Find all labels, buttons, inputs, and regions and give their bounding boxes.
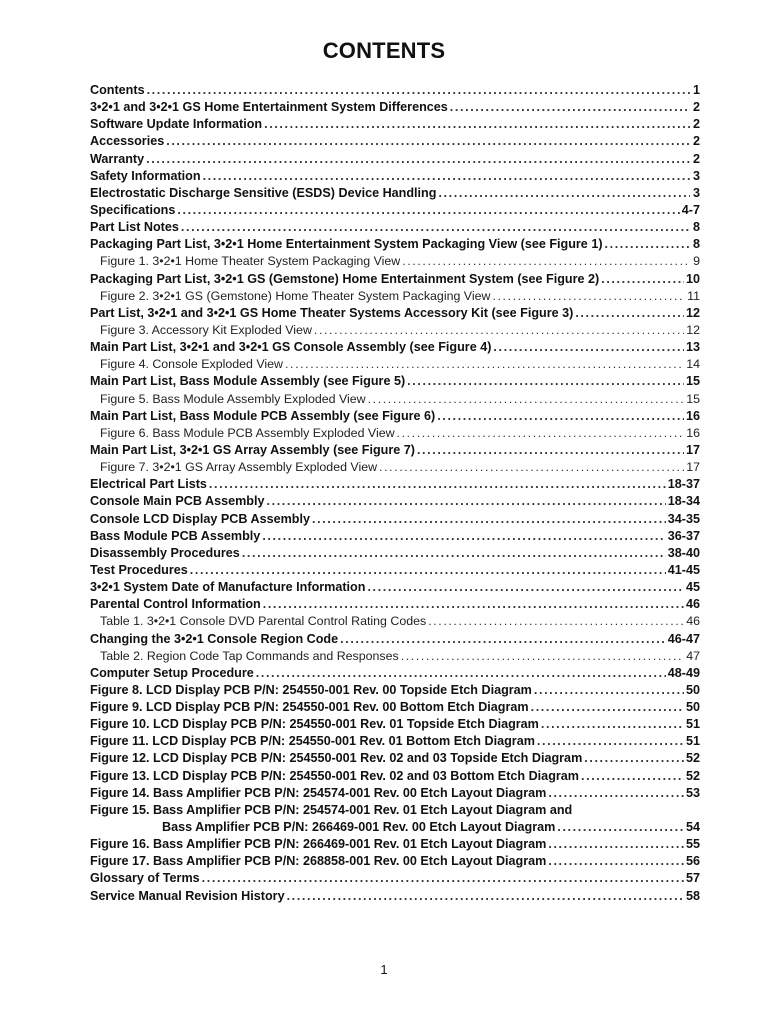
toc-entry (90, 219, 700, 236)
toc-entry-page: 41-45 (667, 562, 700, 577)
toc-entry (90, 613, 700, 630)
toc-entry-title: Accessories (90, 134, 165, 149)
toc-entry-page: 46 (685, 597, 700, 612)
toc-entry (90, 699, 700, 716)
toc-entry-title: Figure 3. Accessory Kit Exploded View (100, 322, 312, 337)
dot-leader (437, 408, 684, 425)
dot-leader (181, 219, 690, 236)
dot-leader (605, 236, 690, 253)
toc-entry (90, 116, 700, 133)
dot-leader (401, 648, 684, 665)
toc-entry (90, 408, 700, 425)
toc-entry-page: 4-7 (681, 202, 700, 217)
toc-entry (90, 442, 700, 459)
dot-leader (190, 562, 666, 579)
page-number: 1 (380, 962, 388, 977)
toc-entry (90, 716, 700, 733)
dot-leader (314, 322, 684, 339)
toc-entry-page: 18-37 (667, 477, 700, 492)
toc-entry-page: 2 (692, 134, 700, 149)
toc-entry-title: Figure 17. Bass Amplifier PCB P/N: 268858-001 Rev. 00 Etch Layout Diagram (90, 854, 547, 869)
toc-entry-page: 8 (692, 237, 700, 252)
dot-leader (407, 373, 684, 390)
toc-entry-title: Electrostatic Discharge Sensitive (ESDS) Device Handling (90, 185, 437, 200)
toc-entry (90, 151, 700, 168)
dot-leader (581, 768, 684, 785)
toc-entry-title: Safety Information (90, 168, 201, 183)
dot-leader (438, 185, 690, 202)
toc-entry-title: Part List, 3•2•1 and 3•2•1 GS Home Theater Systems Accessory Kit (see Figure 3) (90, 305, 574, 320)
dot-leader (541, 716, 684, 733)
toc-entry (90, 870, 700, 887)
toc-entry (90, 493, 700, 510)
toc-entry-title: Part List Notes (90, 220, 179, 235)
toc-entry-page: 3 (692, 168, 700, 183)
toc-entry-page: 46 (686, 614, 700, 629)
toc-entry-page: 12 (686, 322, 700, 337)
dot-leader (264, 116, 690, 133)
toc-entry-title: Figure 5. Bass Module Assembly Exploded View (100, 391, 366, 406)
toc-entry-page: 51 (685, 734, 700, 749)
toc-entry-page: 2 (692, 151, 700, 166)
dot-leader (575, 305, 684, 322)
toc-entry (90, 391, 700, 408)
toc-entry (90, 339, 700, 356)
toc-entry-page: 34-35 (667, 511, 700, 526)
toc-entry-page: 14 (686, 357, 700, 372)
toc-entry-title: Figure 1. 3•2•1 Home Theater System Packaging View (100, 254, 401, 269)
toc-entry (90, 322, 700, 339)
toc-entry-page: 1 (692, 83, 700, 97)
toc-entry-page: 2 (692, 117, 700, 132)
dot-leader (402, 253, 690, 270)
dot-leader (397, 425, 685, 442)
dot-leader (531, 699, 684, 716)
toc-entry-title: Table 2. Region Code Tap Commands and Responses (100, 648, 399, 663)
toc-entry-title: Figure 16. Bass Amplifier PCB P/N: 266469-001 Rev. 01 Etch Layout Diagram (90, 837, 547, 852)
dot-leader (428, 613, 684, 630)
toc-entry-title: Software Update Information (90, 117, 263, 132)
toc-entry-page: 46-47 (667, 631, 700, 646)
toc-entry (90, 836, 700, 853)
toc-entry (90, 271, 700, 288)
toc-entry (90, 288, 700, 305)
dot-leader (367, 579, 684, 596)
toc-entry-page: 56 (685, 854, 700, 869)
toc-entry-page: 47 (686, 648, 700, 663)
toc-entry (90, 459, 700, 476)
toc-entry-page: 15 (685, 374, 700, 389)
dot-leader (601, 271, 684, 288)
toc-entry-page: 53 (685, 785, 700, 800)
dot-leader (203, 168, 690, 185)
toc-entry-page: 17 (685, 442, 700, 457)
toc-entry (90, 750, 700, 767)
toc-entry-title: Figure 14. Bass Amplifier PCB P/N: 254574-001 Rev. 00 Etch Layout Diagram (90, 785, 547, 800)
dot-leader (584, 750, 684, 767)
toc-entry (90, 82, 700, 99)
toc-entry-page: 9 (693, 254, 700, 269)
toc-entry-title: Main Part List, 3•2•1 GS Array Assembly (see Figure 7) (90, 442, 415, 457)
toc-entry-title: Figure 11. LCD Display PCB P/N: 254550-001 Rev. 01 Bottom Etch Diagram (90, 734, 535, 749)
toc-entry-page: 17 (686, 460, 700, 475)
dot-leader (262, 528, 665, 545)
toc-entry-title: Main Part List, Bass Module Assembly (see Figure 5) (90, 374, 406, 389)
dot-leader (340, 631, 666, 648)
toc-entry-title: Parental Control Information (90, 597, 261, 612)
toc-entry-page: 58 (685, 888, 700, 903)
toc-entry (90, 253, 700, 270)
toc-entry (90, 425, 700, 442)
toc-entry (90, 356, 700, 373)
toc-entry-title: Figure 4. Console Exploded View (100, 357, 283, 372)
toc-entry-title: Glossary of Terms (90, 871, 200, 886)
toc-entry (90, 305, 700, 322)
toc-entry-title: Packaging Part List, 3•2•1 Home Entertainment System Packaging View (see Figure 1) (90, 237, 603, 252)
dot-leader (537, 733, 684, 750)
toc-entry-page: 3 (692, 185, 700, 200)
toc-entry (90, 133, 700, 150)
toc-entry-page: 18-34 (667, 494, 700, 509)
dot-leader (548, 853, 684, 870)
toc-entry (90, 185, 700, 202)
dot-leader (492, 288, 685, 305)
toc-entry (90, 511, 700, 528)
toc-entry-page: 36-37 (667, 528, 700, 543)
toc-entry (90, 648, 700, 665)
toc-entry-title: Contents (90, 83, 145, 97)
toc-entry (90, 802, 700, 819)
toc-entry-title: Figure 15. Bass Amplifier PCB P/N: 254574-001 Rev. 01 Etch Layout Diagram and (90, 802, 573, 817)
toc-entry-title: Table 1. 3•2•1 Console DVD Parental Control Rating Codes (100, 614, 427, 629)
dot-leader (312, 511, 666, 528)
dot-leader (417, 442, 684, 459)
toc-entry-page: 57 (685, 871, 700, 886)
toc-entry (90, 99, 700, 116)
dot-leader (177, 202, 679, 219)
toc-entry-page: 12 (685, 305, 700, 320)
toc-entry-page: 16 (685, 408, 700, 423)
toc-entry-page: 8 (692, 220, 700, 235)
dot-leader (548, 836, 684, 853)
dot-leader (493, 339, 684, 356)
toc-entry-title: Disassembly Procedures (90, 545, 240, 560)
toc-entry (90, 785, 700, 802)
dot-leader (202, 870, 684, 887)
toc-entry (90, 562, 700, 579)
toc-entry-title: Electrical Part Lists (90, 477, 207, 492)
toc-entry-page: 48-49 (667, 665, 700, 680)
toc-entry-title: Packaging Part List, 3•2•1 GS (Gemstone) Home Entertainment System (see Figure 2) (90, 271, 600, 286)
toc-entry (90, 545, 700, 562)
toc-entry (90, 202, 700, 219)
toc-entry (90, 888, 700, 905)
dot-leader (379, 459, 684, 476)
toc-entry-title: Test Procedures (90, 562, 188, 577)
toc-entry-title: Main Part List, Bass Module PCB Assembly (see Figure 6) (90, 408, 436, 423)
toc-entry-page: 10 (685, 271, 700, 286)
toc-entry-title: Service Manual Revision History (90, 888, 285, 903)
toc-entry-title: Console LCD Display PCB Assembly (90, 511, 310, 526)
dot-leader (256, 665, 666, 682)
toc-entry-title: Figure 6. Bass Module PCB Assembly Exploded View (100, 425, 395, 440)
dot-leader (147, 82, 690, 99)
dot-leader (368, 391, 685, 408)
toc-entry-title: Computer Setup Procedure (90, 665, 254, 680)
toc-entry-title: Changing the 3•2•1 Console Region Code (90, 631, 339, 646)
toc-entry-title: Main Part List, 3•2•1 and 3•2•1 GS Console Assembly (see Figure 4) (90, 340, 492, 355)
toc-entry (90, 819, 700, 836)
toc-entry-title: Figure 9. LCD Display PCB P/N: 254550-001 Rev. 00 Bottom Etch Diagram (90, 700, 529, 715)
toc-entry-page: 51 (685, 717, 700, 732)
toc-entry-title: Figure 13. LCD Display PCB P/N: 254550-001 Rev. 02 and 03 Bottom Etch Diagram (90, 768, 579, 783)
dot-leader (166, 133, 690, 150)
toc-entry-page: 11 (687, 288, 700, 303)
toc-entry-page: 2 (692, 100, 700, 115)
toc-entry (90, 579, 700, 596)
toc-entry-title: Console Main PCB Assembly (90, 494, 265, 509)
dot-leader (263, 596, 684, 613)
toc-entry-title: Figure 12. LCD Display PCB P/N: 254550-001 Rev. 02 and 03 Topside Etch Diagram (90, 751, 583, 766)
toc-entry-title: Bass Module PCB Assembly (90, 528, 261, 543)
toc-entry (90, 665, 700, 682)
toc-entry-page: 13 (685, 340, 700, 355)
toc-entry-title: Bass Amplifier PCB P/N: 266469-001 Rev. 00 Etch Layout Diagram (162, 820, 556, 835)
toc-entry-title: Specifications (90, 202, 176, 217)
toc-entry (90, 733, 700, 750)
dot-leader (450, 99, 690, 116)
toc-entry (90, 528, 700, 545)
toc-entry (90, 596, 700, 613)
toc-entry-page: 55 (685, 837, 700, 852)
toc-entry (90, 168, 700, 185)
dot-leader (285, 356, 684, 373)
toc-entry-title: 3•2•1 and 3•2•1 GS Home Entertainment System Differences (90, 100, 448, 115)
dot-leader (534, 682, 684, 699)
toc-entry (90, 373, 700, 390)
toc-entry-page: 52 (685, 768, 700, 783)
toc-entry (90, 682, 700, 699)
toc-entry (90, 768, 700, 785)
toc-entry-page: 15 (686, 391, 700, 406)
toc-entry-page: 52 (685, 751, 700, 766)
toc-entry-page: 54 (685, 820, 700, 835)
toc-entry-title: Warranty (90, 151, 145, 166)
toc-entry-title: Figure 10. LCD Display PCB P/N: 254550-001 Rev. 01 Topside Etch Diagram (90, 717, 539, 732)
dot-leader (209, 476, 666, 493)
toc-entry-title: Figure 2. 3•2•1 GS (Gemstone) Home Theater System Packaging View (100, 288, 491, 303)
dot-leader (557, 819, 684, 836)
dot-leader (267, 493, 666, 510)
toc-entry (90, 476, 700, 493)
toc-entry-title: Figure 7. 3•2•1 GS Array Assembly Exploded View (100, 460, 378, 475)
toc-entry-page: 50 (685, 700, 700, 715)
dot-leader (287, 888, 684, 905)
toc-entry-page: 38-40 (667, 545, 700, 560)
dot-leader (242, 545, 666, 562)
toc-entry-title: Figure 8. LCD Display PCB P/N: 254550-001 Rev. 00 Topside Etch Diagram (90, 682, 532, 697)
toc-entry (90, 236, 700, 253)
toc-entry-title: 3•2•1 System Date of Manufacture Information (90, 580, 366, 595)
dot-leader (548, 785, 684, 802)
page-title: CONTENTS (322, 38, 446, 63)
table-of-contents (90, 82, 700, 905)
toc-entry-page: 45 (685, 580, 700, 595)
toc-entry-page: 16 (686, 425, 700, 440)
dot-leader (146, 151, 690, 168)
toc-entry-page: 50 (685, 682, 700, 697)
toc-entry (90, 853, 700, 870)
toc-entry (90, 631, 700, 648)
